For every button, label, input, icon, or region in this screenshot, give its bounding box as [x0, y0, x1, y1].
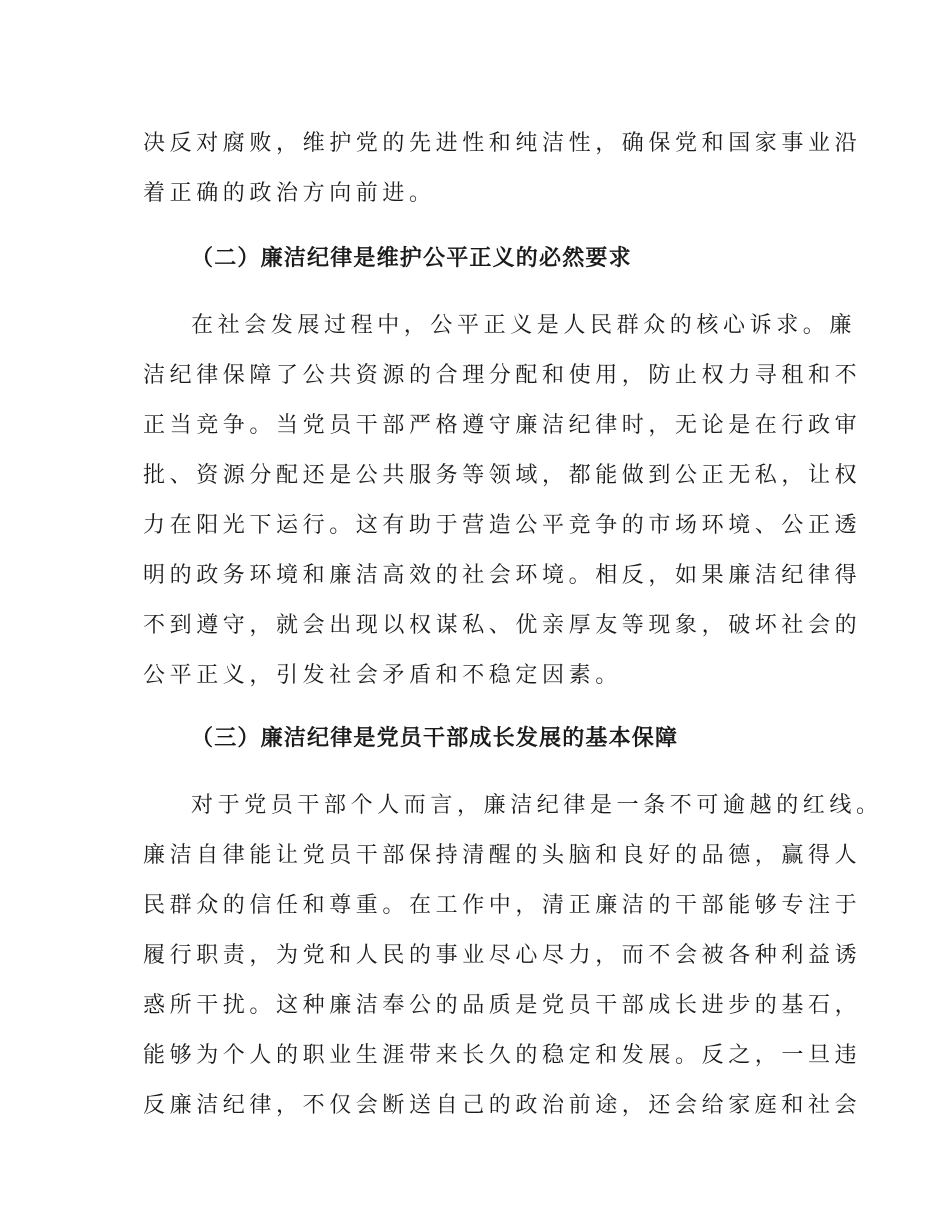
paragraph-line: 决反对腐败，维护党的先进性和纯洁性，确保党和国家事业沿 — [143, 131, 862, 156]
paragraph-line: 在社会发展过程中，公平正义是人民群众的核心诉求。廉 — [191, 313, 857, 338]
paragraph-line: 力在阳光下运行。这有助于营造公平竞争的市场环境、公正透 — [143, 513, 862, 538]
paragraph-line: 对于党员干部个人而言，廉洁纪律是一条不可逾越的红线。 — [191, 793, 883, 818]
paragraph-line: 明的政务环境和廉洁高效的社会环境。相反，如果廉洁纪律得 — [143, 563, 862, 588]
paragraph-line: 正当竞争。当党员干部严格遵守廉洁纪律时，无论是在行政审 — [143, 413, 862, 438]
paragraph-line: 惑所干扰。这种廉洁奉公的品质是党员干部成长进步的基石， — [143, 993, 862, 1018]
section-heading-2: （二）廉洁纪律是维护公平正义的必然要求 — [191, 246, 632, 271]
section-heading-3: （三）廉洁纪律是党员干部成长发展的基本保障 — [191, 726, 679, 751]
paragraph-line: 批、资源分配还是公共服务等领域，都能做到公正无私，让权 — [143, 463, 862, 488]
paragraph-line: 能够为个人的职业生涯带来长久的稳定和发展。反之，一旦违 — [143, 1043, 862, 1068]
paragraph-line: 着正确的政治方向前进。 — [143, 181, 436, 206]
paragraph-line: 公平正义，引发社会矛盾和不稳定因素。 — [143, 663, 622, 688]
paragraph-line: 反廉洁纪律，不仅会断送自己的政治前途，还会给家庭和社会 — [143, 1093, 862, 1118]
paragraph-line: 廉洁自律能让党员干部保持清醒的头脑和良好的品德，赢得人 — [143, 843, 862, 868]
paragraph-line: 履行职责，为党和人民的事业尽心尽力，而不会被各种利益诱 — [143, 943, 862, 968]
paragraph-line: 不到遵守，就会出现以权谋私、优亲厚友等现象，破坏社会的 — [143, 613, 862, 638]
paragraph-line: 民群众的信任和尊重。在工作中，清正廉洁的干部能够专注于 — [143, 893, 862, 918]
paragraph-line: 洁纪律保障了公共资源的合理分配和使用，防止权力寻租和不 — [143, 363, 862, 388]
